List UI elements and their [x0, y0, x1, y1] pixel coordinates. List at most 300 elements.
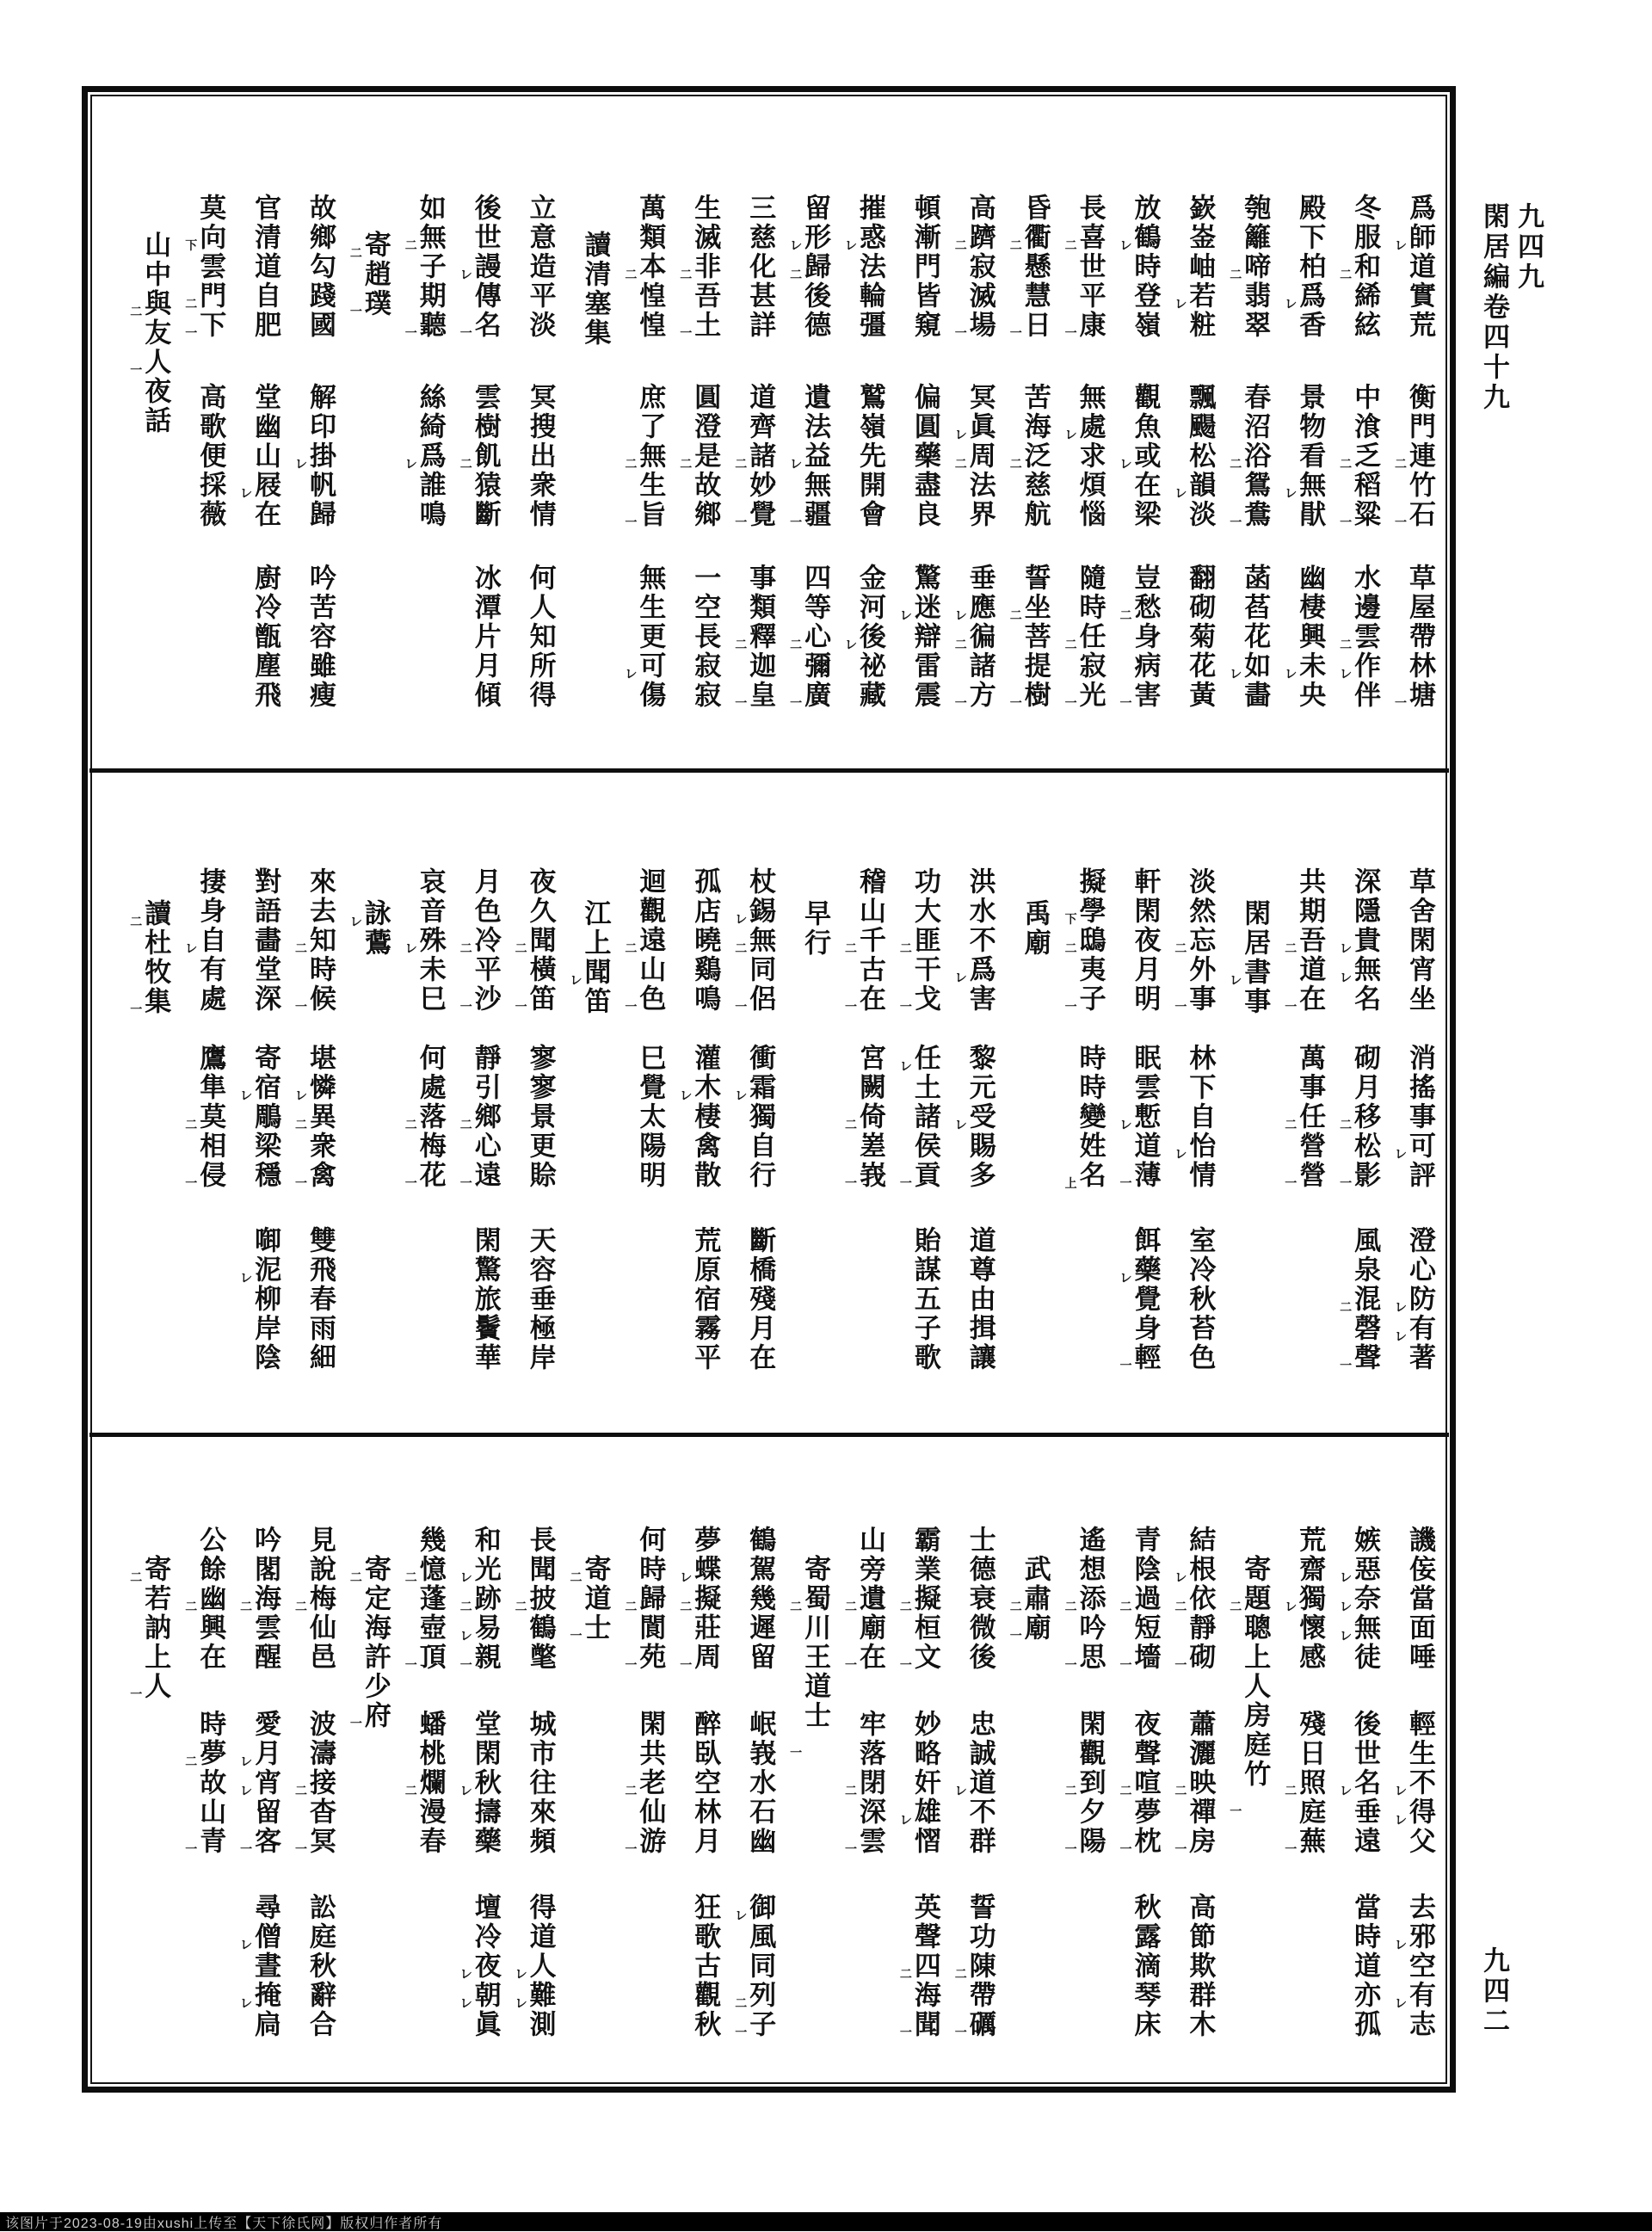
section-divider-1	[89, 768, 1449, 773]
poem-line: 遺法益無疆	[800, 383, 831, 529]
poem-title: 讀清塞集	[580, 231, 611, 348]
kunten-mark: ㆑	[1395, 1331, 1407, 1344]
poem-line: 寥寥景更賒	[525, 1044, 556, 1190]
poem-line: 醉臥空林月	[690, 1710, 721, 1856]
kunten-mark: 二	[1064, 943, 1077, 956]
poem-line: 室冷秋苔色	[1185, 1226, 1216, 1372]
kunten-mark: 一	[185, 328, 198, 341]
kunten-mark: ㆑	[185, 943, 198, 956]
kunten-mark: 二	[515, 1601, 527, 1614]
kunten-mark: ㆑	[1285, 1601, 1298, 1614]
kunten-mark: 二	[404, 1572, 417, 1585]
poem-line: 長聞披鶴氅	[525, 1526, 556, 1672]
kunten-mark: ㆑	[240, 1785, 253, 1798]
kunten-mark: 一	[625, 1660, 638, 1673]
poem-line: 任土諸侯貢	[909, 1044, 940, 1190]
poem-line: 萬事任營營	[1295, 1044, 1326, 1190]
kunten-mark: 二	[404, 1119, 417, 1132]
poem-line: 斷橋殘月在	[745, 1226, 776, 1372]
poem-line: 廚冷甑塵飛	[250, 564, 281, 710]
kunten-mark: ㆑	[1064, 429, 1077, 442]
poem-line: 景物看無猒	[1295, 383, 1326, 529]
poem-line: 中湌乏稻粱	[1350, 383, 1381, 529]
kunten-mark: 一	[404, 1178, 417, 1191]
kunten-mark: ㆑	[954, 429, 967, 442]
poem-line: 金河後祕藏	[855, 564, 885, 710]
poem-line: 壇冷夜朝眞	[470, 1893, 501, 2039]
kunten-mark: 一	[1064, 1844, 1077, 1857]
kunten-mark: 一	[735, 517, 748, 530]
kunten-mark: 一	[295, 1002, 307, 1014]
poem-line: 觀魚或在梁	[1130, 383, 1161, 529]
kunten-mark: 一	[845, 1844, 857, 1857]
kunten-mark: 一	[1230, 517, 1242, 530]
kunten-mark: 一	[1174, 1002, 1187, 1014]
poem-line: 閑驚旅鬢華	[470, 1226, 501, 1372]
poem-line: 時夢故山青	[195, 1710, 226, 1856]
poem-line: 去邪空有志	[1405, 1893, 1435, 2039]
kunten-mark: 一	[845, 1660, 857, 1673]
kunten-mark: ㆑	[240, 488, 253, 501]
poem-line: 御風同列子	[745, 1893, 776, 2039]
poem-line: 莫向雲門下	[195, 194, 226, 340]
poem-line: 高歌便採薇	[195, 383, 226, 529]
poem-line: 靜引鄉心遠	[470, 1044, 501, 1190]
poem-line: 城市往來頻	[525, 1710, 556, 1856]
poem-line: 庶了無生旨	[635, 383, 666, 529]
poem-line: 捿身自有處	[195, 867, 226, 1014]
poem-line: 和光跡易親	[470, 1526, 501, 1672]
kunten-mark: ㆑	[1395, 1149, 1407, 1162]
kunten-mark: ㆑	[240, 1273, 253, 1286]
poem-line: 事類釋迦皇	[745, 564, 776, 710]
poem-line: 狂歌古觀秋	[690, 1893, 721, 2039]
poem-line: 道齊諸妙覺	[745, 383, 776, 529]
poem-line: 波濤接杳冥	[305, 1710, 336, 1856]
kunten-mark: 一	[515, 1002, 527, 1014]
poem-line: 孤店曉鷄鳴	[690, 867, 721, 1014]
kunten-mark: 一	[404, 1660, 417, 1673]
poem-line: 山旁遺廟在	[855, 1526, 885, 1672]
kunten-mark: ㆑	[1119, 1273, 1132, 1286]
kunten-mark: 二	[954, 639, 967, 652]
poem-line: 頓漸門皆窺	[909, 194, 940, 340]
poem-line: 堂幽山屐在	[250, 383, 281, 529]
poem-line: 尋僧晝掩扃	[250, 1893, 281, 2039]
kunten-mark: ㆑	[459, 1631, 472, 1643]
kunten-mark: 一	[1009, 1631, 1022, 1643]
poem-line: 餌藥覺身輕	[1130, 1226, 1161, 1372]
poem-line: 垂應徧諸方	[965, 564, 996, 710]
kunten-mark: 二	[459, 1601, 472, 1614]
poem-title: 禹廟	[1020, 899, 1051, 958]
poem-line: 公餘幽興在	[195, 1526, 226, 1672]
kunten-mark: 二	[680, 1601, 693, 1614]
section-divider-2	[89, 1433, 1449, 1437]
kunten-mark: 二	[1064, 1601, 1077, 1614]
kunten-mark: ㆑	[1174, 1572, 1187, 1585]
poem-line: 堂閑秋擣藥	[470, 1710, 501, 1856]
kunten-mark: 二	[130, 1572, 143, 1585]
kunten-mark: 一	[1064, 698, 1077, 711]
poem-line: 留形歸後德	[800, 194, 831, 340]
kunten-mark: 二	[1064, 1785, 1077, 1798]
kunten-mark: 二	[1340, 1119, 1353, 1132]
poem-line: 荒原宿霧平	[690, 1226, 721, 1372]
kunten-mark: ㆑	[570, 975, 583, 988]
kunten-mark: 二	[625, 943, 638, 956]
poem-line: 夢蝶擬莊周	[690, 1526, 721, 1672]
kunten-mark: 上	[1064, 1178, 1077, 1191]
kunten-mark: 二	[790, 1601, 803, 1614]
kunten-mark: 一	[404, 328, 417, 341]
poem-line: 官清道自肥	[250, 194, 281, 340]
kunten-mark: 二	[845, 1601, 857, 1614]
poem-line: 得道人難測	[525, 1893, 556, 2039]
kunten-mark: 二	[185, 1119, 198, 1132]
poem-title: 讀杜牧集	[140, 899, 171, 1016]
kunten-mark: 二	[1009, 1601, 1022, 1614]
kunten-mark: 二	[1285, 1119, 1298, 1132]
poem-line: 荒齋獨懷感	[1295, 1526, 1326, 1672]
poem-line: 生滅非吾土	[690, 194, 721, 340]
kunten-mark: 二	[1009, 610, 1022, 623]
kunten-mark: ㆑	[1174, 299, 1187, 311]
poem-line: 無處求煩惱	[1075, 383, 1106, 529]
kunten-mark: 二	[954, 240, 967, 253]
kunten-mark: 一	[295, 1844, 307, 1857]
kunten-mark: 二	[459, 459, 472, 472]
kunten-mark: 一	[185, 1178, 198, 1191]
book-title-header: 閑居編卷四十九	[1479, 202, 1509, 413]
poem-line: 冥眞周法界	[965, 383, 996, 529]
poem-line: 雙飛春雨細	[305, 1226, 336, 1372]
kunten-mark: 一	[349, 1718, 362, 1731]
kunten-mark: 一	[349, 306, 362, 319]
poem-title: 寄趙璞	[360, 231, 391, 318]
poem-line: 鷹隼莫相侵	[195, 1044, 226, 1190]
kunten-mark: 一	[1119, 1660, 1132, 1673]
poem-line: 翻砌菊花黃	[1185, 564, 1216, 710]
poem-line: 豈愁身病害	[1130, 564, 1161, 710]
kunten-mark: 一	[680, 1660, 693, 1673]
kunten-mark: ㆑	[625, 669, 638, 681]
poem-line: 稽山千古在	[855, 867, 885, 1014]
poem-line: 道尊由揖讓	[965, 1226, 996, 1372]
kunten-mark: 二	[185, 299, 198, 311]
kunten-mark: ㆑	[459, 1785, 472, 1798]
kunten-mark: 一	[1285, 1002, 1298, 1014]
poem-line: 結根依靜砌	[1185, 1526, 1216, 1672]
kunten-mark: 一	[1174, 1660, 1187, 1673]
kunten-mark: 二	[735, 1998, 748, 2011]
poem-line: 妙略奸雄慴	[909, 1710, 940, 1856]
poem-title: 閑居書事	[1240, 899, 1271, 1016]
poem-line: 閑觀到夕陽	[1075, 1710, 1106, 1856]
kunten-mark: 一	[845, 1002, 857, 1014]
kunten-mark: 二	[1174, 943, 1187, 956]
kunten-mark: 二	[1009, 240, 1022, 253]
poem-line: 功大匪干戈	[909, 867, 940, 1014]
poem-line: 何人知所得	[525, 564, 556, 710]
kunten-mark: 二	[1174, 1601, 1187, 1614]
poem-line: 譏侫當面唾	[1405, 1526, 1435, 1672]
kunten-mark: ㆑	[459, 1969, 472, 1982]
poem-line: 草舍閑宵坐	[1405, 867, 1435, 1014]
kunten-mark: 二	[790, 639, 803, 652]
kunten-mark: 二	[1119, 1785, 1132, 1798]
kunten-mark: 一	[845, 1178, 857, 1191]
kunten-mark: ㆑	[404, 459, 417, 472]
poem-line: 萬類本惶惶	[635, 194, 666, 340]
poem-line: 軒閑夜月明	[1130, 867, 1161, 1014]
poem-line: 後世名垂遠	[1350, 1710, 1381, 1856]
kunten-mark: ㆑	[1285, 669, 1298, 681]
kunten-mark: 一	[899, 1660, 912, 1673]
kunten-mark: ㆑	[680, 1090, 693, 1103]
poem-line: 衝霜獨自行	[745, 1044, 776, 1190]
kunten-mark: ㆑	[1340, 1572, 1353, 1585]
kunten-mark: ㆑	[954, 1785, 967, 1798]
poem-line: 哀音殊未巳	[415, 867, 446, 1014]
kunten-mark: 一	[1395, 517, 1407, 530]
poem-line: 消搖事可評	[1405, 1044, 1435, 1190]
kunten-mark: 一	[459, 1178, 472, 1191]
poem-line: 淡然忘外事	[1185, 867, 1216, 1014]
poem-line: 英聲四海聞	[909, 1893, 940, 2039]
poem-line: 冰潭片月傾	[470, 564, 501, 710]
poem-line: 砌月移松影	[1350, 1044, 1381, 1190]
kunten-mark: 一	[790, 517, 803, 530]
poem-line: 黎元受賜多	[965, 1044, 996, 1190]
poem-line: 長喜世平康	[1075, 194, 1106, 340]
kunten-mark: ㆑	[790, 240, 803, 253]
kunten-mark: 二	[1340, 1302, 1353, 1315]
kunten-mark: 二	[295, 1601, 307, 1614]
kunten-mark: 下	[185, 240, 198, 253]
kunten-mark: 一	[130, 1004, 143, 1017]
kunten-mark: 二	[1009, 459, 1022, 472]
poem-line: 飄颺松韻淡	[1185, 383, 1216, 529]
kunten-mark: 二	[404, 1785, 417, 1798]
poem-line: 夜聲喧夢枕	[1130, 1710, 1161, 1856]
poem-line: 雲樹飢猿斷	[470, 383, 501, 529]
kunten-mark: 一	[295, 1178, 307, 1191]
poem-line: 對語畵堂深	[250, 867, 281, 1014]
kunten-mark: ㆑	[1340, 1631, 1353, 1643]
poem-line: 爲師道實荒	[1405, 194, 1435, 340]
kunten-mark: 一	[1119, 698, 1132, 711]
kunten-mark: ㆑	[240, 1756, 253, 1769]
kunten-mark: 一	[1340, 1360, 1353, 1373]
poem-line: 輕生不得父	[1405, 1710, 1435, 1856]
kunten-mark: ㆑	[735, 1090, 748, 1103]
poem-line: 冥搜出衆情	[525, 383, 556, 529]
kunten-mark: ㆑	[1395, 1815, 1407, 1828]
kunten-mark: 一	[459, 1002, 472, 1014]
poem-title: 寄若訥上人	[140, 1555, 171, 1701]
kunten-mark: 二	[1119, 610, 1132, 623]
kunten-mark: 二	[570, 1572, 583, 1585]
poem-line: 三慈化甚詳	[745, 194, 776, 340]
kunten-mark: 二	[130, 916, 143, 929]
poem-title: 山中與友人夜話	[140, 231, 171, 435]
kunten-mark: ㆑	[845, 639, 857, 652]
kunten-mark: ㆑	[1395, 1998, 1407, 2011]
poem-line: 菡萏花如畵	[1240, 564, 1271, 710]
poem-line: 立意造平淡	[525, 194, 556, 340]
poem-line: 殿下柏爲香	[1295, 194, 1326, 340]
poem-title: 詠鷰	[360, 899, 391, 958]
poem-title: 江上聞笛	[580, 899, 611, 1016]
kunten-mark: 二	[845, 1785, 857, 1798]
poem-line: 秋露滴琴床	[1130, 1893, 1161, 2039]
kunten-mark: 一	[1395, 698, 1407, 711]
poem-title: 寄定海許少府	[360, 1555, 391, 1730]
kunten-mark: ㆑	[459, 269, 472, 282]
running-head	[1476, 202, 1545, 413]
kunten-mark: 二	[899, 1601, 912, 1614]
poem-line: 高躋寂滅場	[965, 194, 996, 340]
poem-line: 岷峩水石幽	[745, 1710, 776, 1856]
poem-line: 見說梅仙邑	[305, 1526, 336, 1672]
poem-line: 訟庭秋辭合	[305, 1893, 336, 2039]
kunten-mark: 一	[1064, 328, 1077, 341]
kunten-mark: 二	[735, 459, 748, 472]
kunten-mark: 二	[625, 459, 638, 472]
poem-line: 昏衢懸慧日	[1020, 194, 1051, 340]
kunten-mark: ㆑	[295, 1090, 307, 1103]
poem-line: 後世謾傳名	[470, 194, 501, 340]
poem-line: 牢落閉深雲	[855, 1710, 885, 1856]
kunten-mark: 一	[1285, 1178, 1298, 1191]
kunten-mark: 二	[1064, 240, 1077, 253]
kunten-mark: ㆑	[1230, 669, 1242, 681]
kunten-mark: ㆑	[515, 1969, 527, 1982]
poem-title: 早行	[800, 899, 831, 958]
kunten-mark: 一	[899, 1002, 912, 1014]
kunten-mark: 二	[185, 1601, 198, 1614]
kunten-mark: 二	[680, 269, 693, 282]
poem-line: 深隱貴無名	[1350, 867, 1381, 1014]
poem-line: 林下自怡情	[1185, 1044, 1216, 1190]
poem-line: 衡門連竹石	[1405, 383, 1435, 529]
kunten-mark: 二	[185, 1756, 198, 1769]
kunten-mark: ㆑	[680, 1572, 693, 1585]
kunten-mark: ㆑	[735, 914, 748, 927]
kunten-mark: 二	[790, 269, 803, 282]
poem-line: 來去知時候	[305, 867, 336, 1014]
poem-line: 寄宿鵰梁穩	[250, 1044, 281, 1190]
kunten-mark: 一	[1064, 1660, 1077, 1673]
poem-line: 洪水不爲害	[965, 867, 996, 1014]
kunten-mark: 一	[459, 1660, 472, 1673]
kunten-mark: 二	[845, 1119, 857, 1132]
poem-line: 吟閣海雲醒	[250, 1526, 281, 1672]
kunten-mark: ㆑	[1340, 1785, 1353, 1798]
poem-line: 圓澄是故鄉	[690, 383, 721, 529]
poem-line: 鶴駕幾遲留	[745, 1526, 776, 1672]
kunten-mark: 二	[295, 1119, 307, 1132]
poem-title: 寄道士	[580, 1555, 611, 1643]
kunten-mark: 二	[349, 248, 362, 261]
kunten-mark: 二	[1174, 1785, 1187, 1798]
kunten-mark: ㆑	[1285, 488, 1298, 501]
kunten-mark: ㆑	[459, 1572, 472, 1585]
poem-line: 匏籬啼翡翠	[1240, 194, 1271, 340]
kunten-mark: 二	[459, 943, 472, 956]
poem-line: 殘日照庭蕪	[1295, 1710, 1326, 1856]
kunten-mark: 一	[1230, 1806, 1242, 1819]
poem-line: 冬服和絺絃	[1350, 194, 1381, 340]
poem-line: 夜久聞橫笛	[525, 867, 556, 1014]
poem-line: 吟苦容雖瘦	[305, 564, 336, 710]
poem-line: 何處落梅花	[415, 1044, 446, 1190]
kunten-mark: 一	[240, 1844, 253, 1857]
poem-line: 忠誠道不群	[965, 1710, 996, 1856]
poem-line: 如無子期聽	[415, 194, 446, 340]
kunten-mark: ㆑	[1340, 1601, 1353, 1614]
poem-line: 誓坐菩提樹	[1020, 564, 1051, 710]
poem-line: 遙想添吟思	[1075, 1526, 1106, 1672]
poem-line: 澄心防有著	[1405, 1226, 1435, 1372]
kunten-mark: 二	[845, 943, 857, 956]
kunten-mark: ㆑	[1395, 1302, 1407, 1315]
kunten-mark: 二	[295, 1785, 307, 1798]
poem-line: 隨時任寂光	[1075, 564, 1106, 710]
poem-line: 宮闕倚嵳峩	[855, 1044, 885, 1190]
poem-line: 春沼浴鴛鴦	[1240, 383, 1271, 529]
poem-line: 時時變姓名	[1075, 1044, 1106, 1190]
volume-page-header: 九四九	[1513, 202, 1544, 293]
kunten-mark: 二	[1285, 943, 1298, 956]
poem-line: 何時歸閬苑	[635, 1526, 666, 1672]
kunten-mark: 一	[1174, 1844, 1187, 1857]
kunten-mark: ㆑	[1174, 1149, 1187, 1162]
kunten-mark: ㆑	[1395, 240, 1407, 253]
kunten-mark: 一	[954, 698, 967, 711]
kunten-mark: ㆑	[954, 1119, 967, 1132]
kunten-mark: ㆑	[459, 1998, 472, 2011]
kunten-mark: 一	[185, 1844, 198, 1857]
kunten-mark: ㆑	[899, 1061, 912, 1074]
kunten-mark: 二	[130, 306, 143, 319]
kunten-mark: ㆑	[1340, 669, 1353, 681]
kunten-mark: ㆑	[404, 943, 417, 956]
poem-line: 堪憐異衆禽	[305, 1044, 336, 1190]
kunten-mark: 二	[515, 943, 527, 956]
poem-line: 迴觀遠山色	[635, 867, 666, 1014]
kunten-mark: 一	[1119, 1844, 1132, 1857]
poem-line: 蟠桃爛漫春	[415, 1710, 446, 1856]
kunten-mark: 一	[1009, 698, 1022, 711]
kunten-mark: ㆑	[1395, 1939, 1407, 1952]
poem-line: 草屋帶林塘	[1405, 564, 1435, 710]
watermark-bar	[0, 2212, 1652, 2231]
kunten-mark: 二	[735, 639, 748, 652]
kunten-mark: 二	[1230, 459, 1242, 472]
kunten-mark: 一	[790, 1748, 803, 1760]
kunten-mark: 二	[1395, 459, 1407, 472]
poem-line: 青陰過短墻	[1130, 1526, 1161, 1672]
kunten-mark: 下	[1064, 914, 1077, 927]
poem-line: 鷲嶺先開會	[855, 383, 885, 529]
kunten-mark: 一	[735, 1002, 748, 1014]
kunten-mark: 一	[790, 698, 803, 711]
kunten-mark: ㆑	[1395, 1785, 1407, 1798]
poem-line: 巳覺太陽明	[635, 1044, 666, 1190]
kunten-mark: 一	[625, 517, 638, 530]
